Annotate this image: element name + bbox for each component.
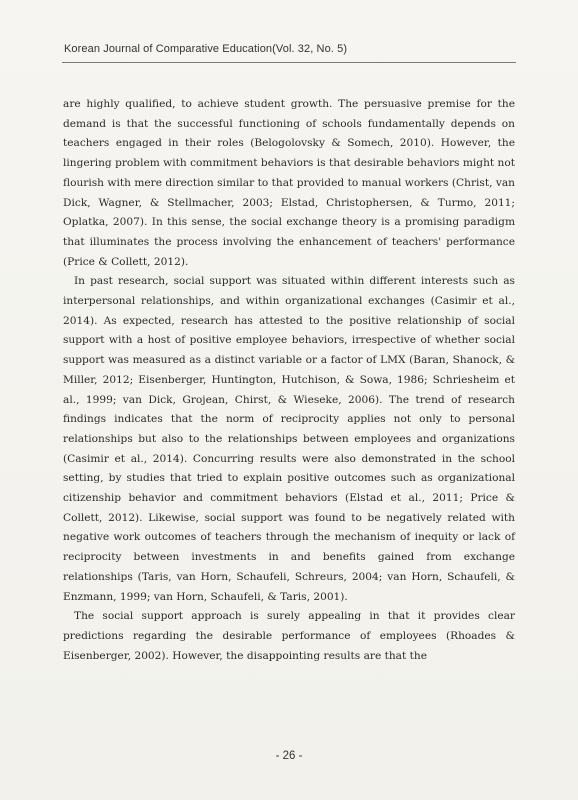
page-number: - 26 -	[275, 750, 303, 762]
body-text	[63, 95, 515, 666]
paragraph-social-support-research: In past research, social support was situated within different interests such as interpersonal relationships, and within organizational exchanges (Casimir et al., 2014). As expected, research has attested to the positive relationship of social support with a host of positive employee behaviors, irrespective of whether social support was measured as a distinct variable or a factor of LMX (Baran, Shanock, & Miller, 2012; Eisenberger, Huntington, Hutchison, & Sowa, 1986; Schriesheim et al., 1999; van Dick, Grojean, Chirst, & Wieseke, 2006). The trend of research findings indicates that the norm of reciprocity applies not only to personal relationships but also to the relationships between employees and organizations (Casimir et al., 2014). Concurring results were also demonstrated in the school setting, by studies that tried to explain positive outcomes such as organizational citizenship behavior and commitment behaviors (Elstad et al., 2011; Price & Collett, 2012). Likewise, social support was found to be negatively related with negative work outcomes of teachers through the mechanism of inequity or lack of reciprocity between investments in and benefits gained from exchange relationships (Taris, van Horn, Schaufeli, Schreurs, 2004; van Horn, Schaufeli, & Enzmann, 1999; van Horn, Schaufeli, & Taris, 2001).	[63, 275, 515, 603]
running-head: Korean Journal of Comparative Education(Vol. 32, No. 5)	[64, 43, 348, 55]
paragraph-social-support-approach: The social support approach is surely appealing in that it provides clear predictions regarding the desirable performance of employees (Rhoades & Eisenberger, 2002). However, the disappointing results are that the	[63, 610, 515, 662]
paragraph-continuation: are highly qualified, to achieve student growth. The persuasive premise for the demand is that the successful functioning of schools fundamentally depends on teachers engaged in their roles (Belogolovsky & Somech, 2010). However, the lingering problem with commitment behaviors is that desirable behaviors might not flourish with mere direction similar to that provided to manual workers (Christ, van Dick, Wagner, & Stellmacher, 2003; Elstad, Christophersen, & Turmo, 2011; Oplatka, 2007). In this sense, the social exchange theory is a promising paradigm that illuminates the process involving the enhancement of teachers' performance (Price & Collett, 2012).	[63, 98, 515, 268]
header-rule	[62, 62, 516, 63]
